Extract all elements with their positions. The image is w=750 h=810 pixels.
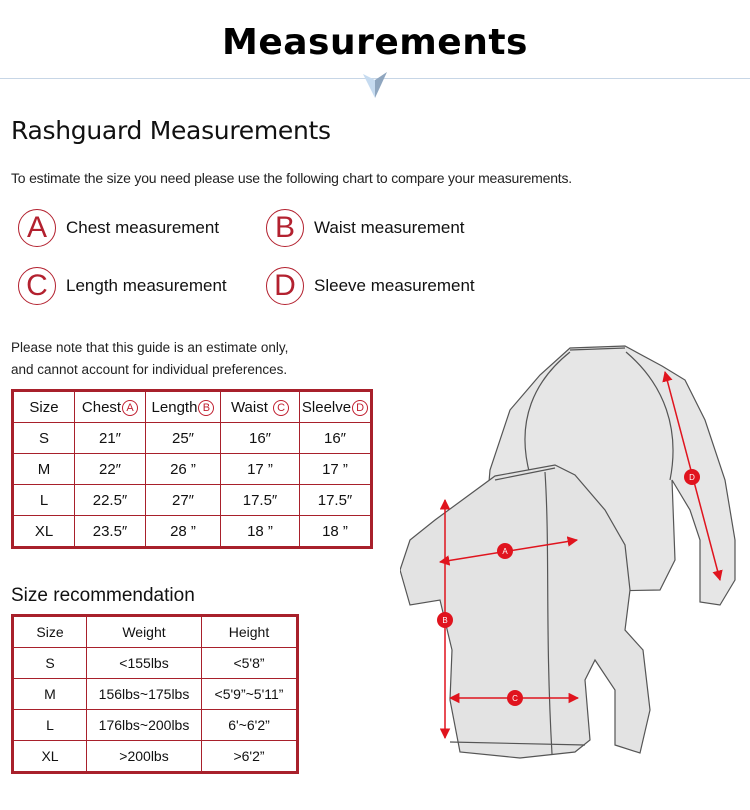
cell-weight: 156lbs~175lbs: [87, 679, 202, 710]
cell-size: S: [13, 423, 75, 454]
letter-c-icon: C: [18, 267, 56, 305]
table-row: [13, 454, 372, 485]
table-row: [13, 710, 298, 741]
cell-length: 25″: [146, 423, 221, 454]
cell-weight: 176lbs~200lbs: [87, 710, 202, 741]
table-row: [13, 423, 372, 454]
legend-label: Sleeve measurement: [314, 276, 475, 295]
cell-weight: <155lbs: [87, 648, 202, 679]
cell-length: 26 ”: [146, 454, 221, 485]
header-weight: Weight: [87, 616, 202, 648]
cell-size: L: [13, 710, 87, 741]
cell-size: S: [13, 648, 87, 679]
rashguard-diagram: [400, 330, 750, 800]
legend-item-length: [18, 267, 227, 305]
legend-item-waist: [266, 209, 465, 247]
note-line-1: Please note that this guide is an estimate only,: [11, 340, 289, 355]
cell-size: L: [13, 485, 75, 516]
down-arrow-icon: [362, 70, 388, 100]
note-line-2: and cannot account for individual preferences.: [11, 362, 288, 377]
table-row: [13, 485, 372, 516]
page-title: Measurements: [222, 22, 528, 63]
cell-size: M: [13, 454, 75, 485]
cell-size: XL: [13, 741, 87, 773]
svg-text:D: D: [689, 473, 695, 482]
header-height: Height: [202, 616, 298, 648]
cell-size: XL: [13, 516, 75, 548]
header-sleeve: Sleelve D: [300, 391, 372, 423]
cell-weight: >200lbs: [87, 741, 202, 773]
recommendation-title: Size recommendation: [11, 585, 195, 606]
header-length: Length B: [146, 391, 221, 423]
header-size: Size: [13, 391, 75, 423]
legend-label: Length measurement: [66, 276, 227, 295]
svg-text:C: C: [512, 694, 518, 703]
cell-chest: 23.5″: [75, 516, 146, 548]
size-recommendation-table: [11, 614, 299, 774]
letter-c-icon: C: [273, 400, 289, 416]
table-row: [13, 679, 298, 710]
cell-waist: 16″: [221, 423, 300, 454]
cell-size: M: [13, 679, 87, 710]
legend-item-sleeve: [266, 267, 475, 305]
cell-sleeve: 17.5″: [300, 485, 372, 516]
letter-d-icon: D: [352, 400, 368, 416]
table-row: [13, 648, 298, 679]
letter-b-icon: B: [198, 400, 214, 416]
legend-label: Waist measurement: [314, 218, 465, 237]
header-chest: Chest A: [75, 391, 146, 423]
letter-a-icon: A: [18, 209, 56, 247]
cell-height: >6'2”: [202, 741, 298, 773]
table-row: [13, 516, 372, 548]
svg-text:B: B: [442, 616, 448, 625]
intro-text: To estimate the size you need please use the following chart to compare your measurements.: [11, 170, 572, 186]
legend-item-chest: [18, 209, 219, 247]
cell-sleeve: 16″: [300, 423, 372, 454]
cell-sleeve: 18 ”: [300, 516, 372, 548]
cell-height: 6'~6'2”: [202, 710, 298, 741]
size-chart-table: [11, 389, 373, 549]
letter-a-icon: A: [122, 400, 138, 416]
section-title: Rashguard Measurements: [11, 116, 331, 145]
header-waist: Waist C: [221, 391, 300, 423]
cell-height: <5'9”~5'11”: [202, 679, 298, 710]
header-size: Size: [13, 616, 87, 648]
cell-chest: 21″: [75, 423, 146, 454]
cell-length: 28 ”: [146, 516, 221, 548]
letter-d-icon: D: [266, 267, 304, 305]
cell-waist: 17.5″: [221, 485, 300, 516]
table-header-row: [13, 616, 298, 648]
cell-sleeve: 17 ”: [300, 454, 372, 485]
letter-b-icon: B: [266, 209, 304, 247]
cell-length: 27″: [146, 485, 221, 516]
table-header-row: [13, 391, 372, 423]
legend-label: Chest measurement: [66, 218, 220, 237]
svg-text:A: A: [502, 547, 508, 556]
cell-waist: 17 ”: [221, 454, 300, 485]
cell-chest: 22″: [75, 454, 146, 485]
cell-chest: 22.5″: [75, 485, 146, 516]
table-row: [13, 741, 298, 773]
cell-waist: 18 ”: [221, 516, 300, 548]
cell-height: <5'8”: [202, 648, 298, 679]
